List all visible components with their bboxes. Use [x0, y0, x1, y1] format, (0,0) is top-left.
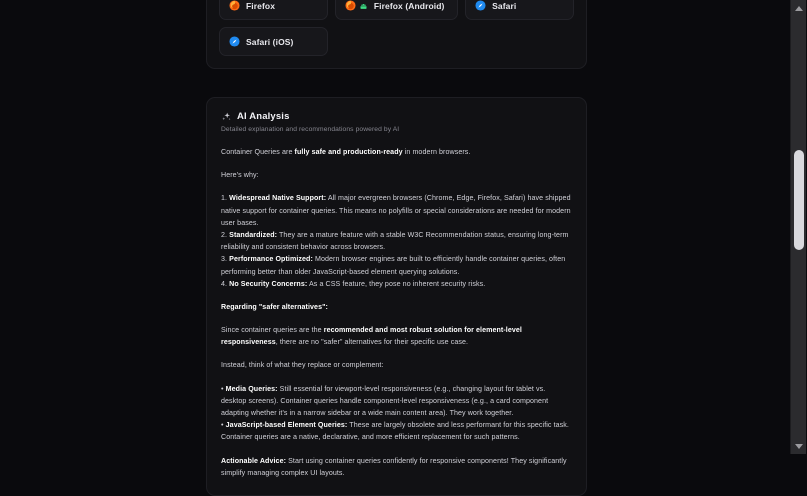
reason-text: Modern browser engines are built to efficiently handle container queries, often performing better than older JavaScript-based element querying solutions. — [221, 255, 566, 276]
browser-chip-label: Firefox — [246, 0, 276, 11]
android-icon — [359, 1, 368, 10]
reason-number: 3. — [221, 255, 228, 264]
safari-icon — [475, 0, 486, 11]
bullet-item — [221, 419, 572, 443]
bullets-list — [221, 383, 572, 444]
instead-paragraph: Instead, think of what they replace or complement: — [221, 361, 384, 370]
chip-icon-group — [475, 0, 486, 11]
regarding-paragraph — [221, 324, 572, 348]
intro-paragraph — [221, 146, 572, 158]
bullet-text: Still essential for viewport-level responsiveness (e.g., changing layout for tablet vs. desktop screens). Container queries handle component-level responsiveness (e.g., a card component adapting whether it's in a narrow sidebar or a wide main content area). They work together. — [221, 384, 549, 417]
reason-term: Standardized: — [229, 230, 278, 239]
scroll-down-triangle — [795, 444, 803, 449]
ai-analysis-subtitle: Detailed explanation and recommendations powered by AI — [221, 126, 400, 133]
bullet-term: Media Queries: — [225, 384, 278, 393]
browser-chip-safari-ios[interactable] — [219, 27, 328, 56]
firefox-icon — [229, 0, 240, 11]
heres-why-paragraph: Here's why: — [221, 171, 259, 180]
regarding-prefix: Since container queries are the — [221, 326, 324, 335]
browser-support-card — [206, 0, 587, 69]
regarding-heading-text: Regarding "safer alternatives": — [221, 302, 328, 311]
bullet-term: JavaScript-based Element Queries: — [225, 421, 348, 430]
scroll-down-arrow-icon[interactable] — [791, 438, 807, 454]
reason-item — [221, 192, 572, 229]
ai-analysis-body — [221, 146, 572, 479]
bullet-text: These are largely obsolete and less performant for this specific task. Container queries are a native, declarative, and more efficient replacement for such patterns. — [221, 421, 569, 442]
reason-text: As a CSS feature, they pose no inherent security risks. — [307, 279, 486, 288]
vertical-scrollbar[interactable] — [790, 0, 806, 454]
browser-chip-firefox-android[interactable] — [335, 0, 458, 20]
scroll-up-arrow-icon[interactable] — [791, 0, 807, 16]
ai-analysis-header — [221, 111, 572, 122]
chip-icon-group — [229, 0, 240, 11]
reason-term: Widespread Native Support: — [229, 194, 327, 203]
intro-bold: fully safe and production-ready — [294, 148, 403, 156]
browser-chip-firefox[interactable] — [219, 0, 328, 20]
chip-icon-group — [229, 36, 240, 47]
advice-text: Start using container queries confidently for responsive components! They significantly simplify managing complex UI layouts. — [221, 456, 567, 477]
browser-chip-label: Safari — [492, 0, 517, 11]
ai-analysis-card — [206, 97, 587, 496]
ai-analysis-title: AI Analysis — [237, 111, 290, 122]
regarding-bold: recommended and most robust solution for element-level responsiveness — [221, 326, 522, 347]
reason-number: 4. — [221, 279, 228, 288]
advice-term: Actionable Advice: — [221, 456, 287, 465]
reason-number: 2. — [221, 230, 228, 239]
reason-number: 1. — [221, 194, 228, 203]
browser-chip-grid — [219, 0, 574, 56]
regarding-heading — [221, 301, 572, 313]
chip-icon-group — [345, 0, 368, 11]
bullet-item — [221, 383, 572, 420]
bullet-marker: • — [221, 421, 224, 430]
browser-chip-safari[interactable] — [465, 0, 574, 20]
reason-text: All major evergreen browsers (Chrome, Edge, Firefox, Safari) have shipped native support for container queries. This means no polyfills or special considerations are needed for modern user bases. — [221, 194, 571, 227]
intro-prefix: Container Queries are — [221, 148, 295, 156]
actionable-advice-paragraph — [221, 455, 572, 479]
bullet-marker: • — [221, 384, 224, 393]
scrollbar-thumb[interactable] — [794, 150, 804, 250]
reason-item — [221, 278, 572, 290]
browser-chip-label: Firefox (Android) — [373, 0, 445, 11]
safari-icon — [229, 36, 240, 47]
reason-text: They are a mature feature with a stable W3C Recommendation status, ensuring long-term reliability and consistent behavior across browsers. — [221, 230, 569, 252]
regarding-suffix: , there are no "safer" alternatives for their specific use case. — [275, 338, 469, 347]
browser-chip-label: Safari (iOS) — [246, 36, 294, 47]
reasons-list — [221, 192, 572, 290]
scroll-up-triangle — [795, 6, 803, 11]
reason-term: No Security Concerns: — [229, 279, 308, 288]
reason-term: Performance Optimized: — [229, 255, 313, 264]
reason-item — [221, 253, 572, 277]
firefox-icon — [345, 0, 356, 11]
reason-item — [221, 229, 572, 253]
sparkles-icon — [221, 111, 232, 122]
intro-suffix: in modern browsers. — [402, 148, 471, 156]
